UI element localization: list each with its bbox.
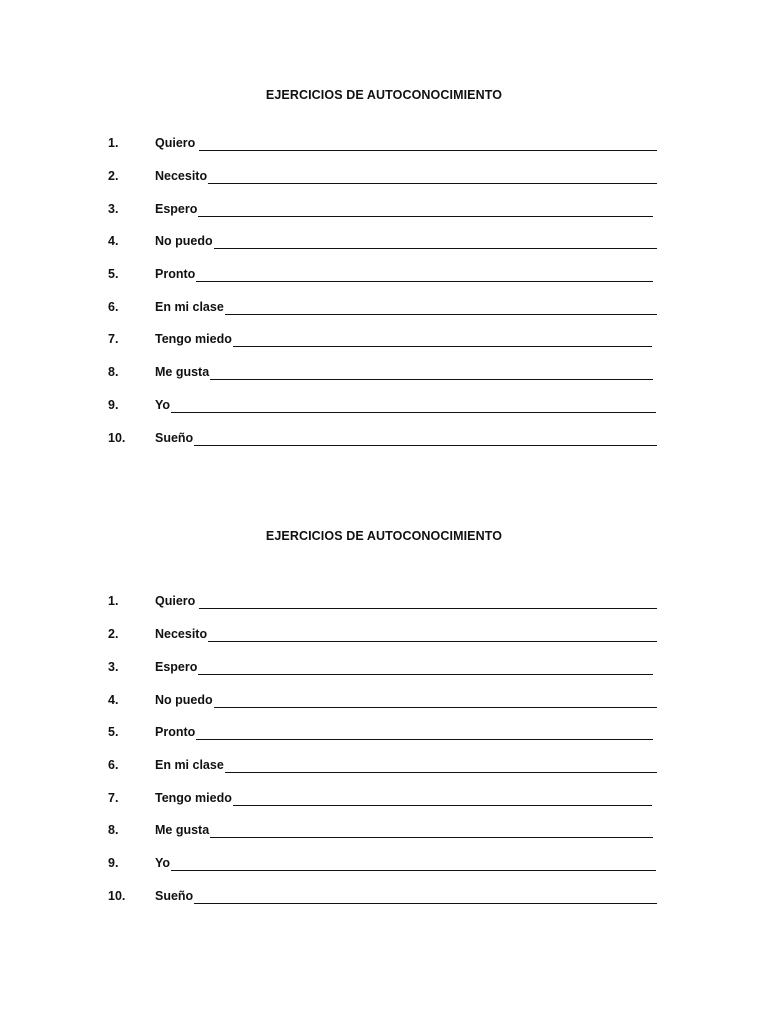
answer-line[interactable] <box>155 331 652 347</box>
item-label: Tengo miedo <box>155 332 232 346</box>
list-item <box>0 430 768 448</box>
list-item <box>0 168 768 186</box>
list-item <box>0 757 768 775</box>
blank-field[interactable] <box>199 137 657 151</box>
blank-field[interactable] <box>210 366 653 380</box>
blank-field[interactable] <box>214 694 657 708</box>
blank-field[interactable] <box>208 628 657 642</box>
answer-line[interactable] <box>155 888 657 904</box>
list-item <box>0 790 768 808</box>
item-label: Quiero <box>155 136 196 150</box>
item-number: 1. <box>108 594 119 608</box>
list-item <box>0 888 768 906</box>
answer-line[interactable] <box>155 790 652 806</box>
item-number: 3. <box>108 202 119 216</box>
item-label: Necesito <box>155 627 208 641</box>
item-number: 2. <box>108 627 119 641</box>
item-label: Me gusta <box>155 823 210 837</box>
item-label: Espero <box>155 660 198 674</box>
item-number: 2. <box>108 169 119 183</box>
answer-line[interactable] <box>155 201 653 217</box>
answer-line[interactable] <box>155 397 656 413</box>
item-number: 9. <box>108 398 119 412</box>
item-number: 5. <box>108 725 119 739</box>
answer-line[interactable] <box>155 168 657 184</box>
item-label: Me gusta <box>155 365 210 379</box>
blank-field[interactable] <box>199 595 657 609</box>
blank-field[interactable] <box>194 432 657 446</box>
list-item <box>0 201 768 219</box>
blank-field[interactable] <box>225 301 657 315</box>
item-label: No puedo <box>155 234 213 248</box>
section-title: EJERCICIOS DE AUTOCONOCIMIENTO <box>265 88 503 102</box>
blank-field[interactable] <box>196 726 653 740</box>
answer-line[interactable] <box>155 724 653 740</box>
blank-field[interactable] <box>198 203 653 217</box>
answer-line[interactable] <box>155 299 657 315</box>
item-number: 4. <box>108 693 119 707</box>
answer-line[interactable] <box>155 430 657 446</box>
list-item <box>0 593 768 611</box>
answer-line[interactable] <box>155 266 653 282</box>
item-number: 7. <box>108 791 119 805</box>
answer-line[interactable] <box>155 855 656 871</box>
answer-line[interactable] <box>155 135 657 151</box>
item-number: 4. <box>108 234 119 248</box>
list-item <box>0 364 768 382</box>
blank-field[interactable] <box>225 759 657 773</box>
blank-field[interactable] <box>210 824 653 838</box>
list-item <box>0 233 768 251</box>
item-number: 9. <box>108 856 119 870</box>
list-item <box>0 692 768 710</box>
item-label: Sueño <box>155 431 194 445</box>
answer-line[interactable] <box>155 233 657 249</box>
item-number: 6. <box>108 758 119 772</box>
list-item <box>0 659 768 677</box>
section-title: EJERCICIOS DE AUTOCONOCIMIENTO <box>265 529 503 543</box>
item-label: Yo <box>155 398 171 412</box>
list-item <box>0 855 768 873</box>
blank-field[interactable] <box>214 235 657 249</box>
item-number: 7. <box>108 332 119 346</box>
item-number: 8. <box>108 823 119 837</box>
answer-line[interactable] <box>155 626 657 642</box>
list-item <box>0 299 768 317</box>
item-number: 10. <box>108 889 126 903</box>
item-label: Pronto <box>155 725 196 739</box>
item-number: 6. <box>108 300 119 314</box>
blank-field[interactable] <box>171 857 656 871</box>
blank-field[interactable] <box>233 792 652 806</box>
answer-line[interactable] <box>155 659 653 675</box>
answer-line[interactable] <box>155 364 653 380</box>
list-item <box>0 626 768 644</box>
item-label: Tengo miedo <box>155 791 232 805</box>
item-label: Sueño <box>155 889 194 903</box>
answer-line[interactable] <box>155 822 653 838</box>
blank-field[interactable] <box>194 890 657 904</box>
answer-line[interactable] <box>155 593 657 609</box>
blank-field[interactable] <box>208 170 657 184</box>
item-number: 5. <box>108 267 119 281</box>
item-label: Espero <box>155 202 198 216</box>
item-label: Pronto <box>155 267 196 281</box>
list-item <box>0 397 768 415</box>
item-label: En mi clase <box>155 758 224 772</box>
item-label: Necesito <box>155 169 208 183</box>
item-label: En mi clase <box>155 300 224 314</box>
item-number: 3. <box>108 660 119 674</box>
list-item <box>0 135 768 153</box>
blank-field[interactable] <box>196 268 653 282</box>
item-label: No puedo <box>155 693 213 707</box>
list-item <box>0 266 768 284</box>
answer-line[interactable] <box>155 757 657 773</box>
item-number: 1. <box>108 136 119 150</box>
answer-line[interactable] <box>155 692 657 708</box>
blank-field[interactable] <box>198 661 653 675</box>
item-number: 8. <box>108 365 119 379</box>
item-number: 10. <box>108 431 126 445</box>
list-item <box>0 331 768 349</box>
blank-field[interactable] <box>171 399 656 413</box>
list-item <box>0 822 768 840</box>
item-label: Yo <box>155 856 171 870</box>
blank-field[interactable] <box>233 333 652 347</box>
item-label: Quiero <box>155 594 196 608</box>
list-item <box>0 724 768 742</box>
